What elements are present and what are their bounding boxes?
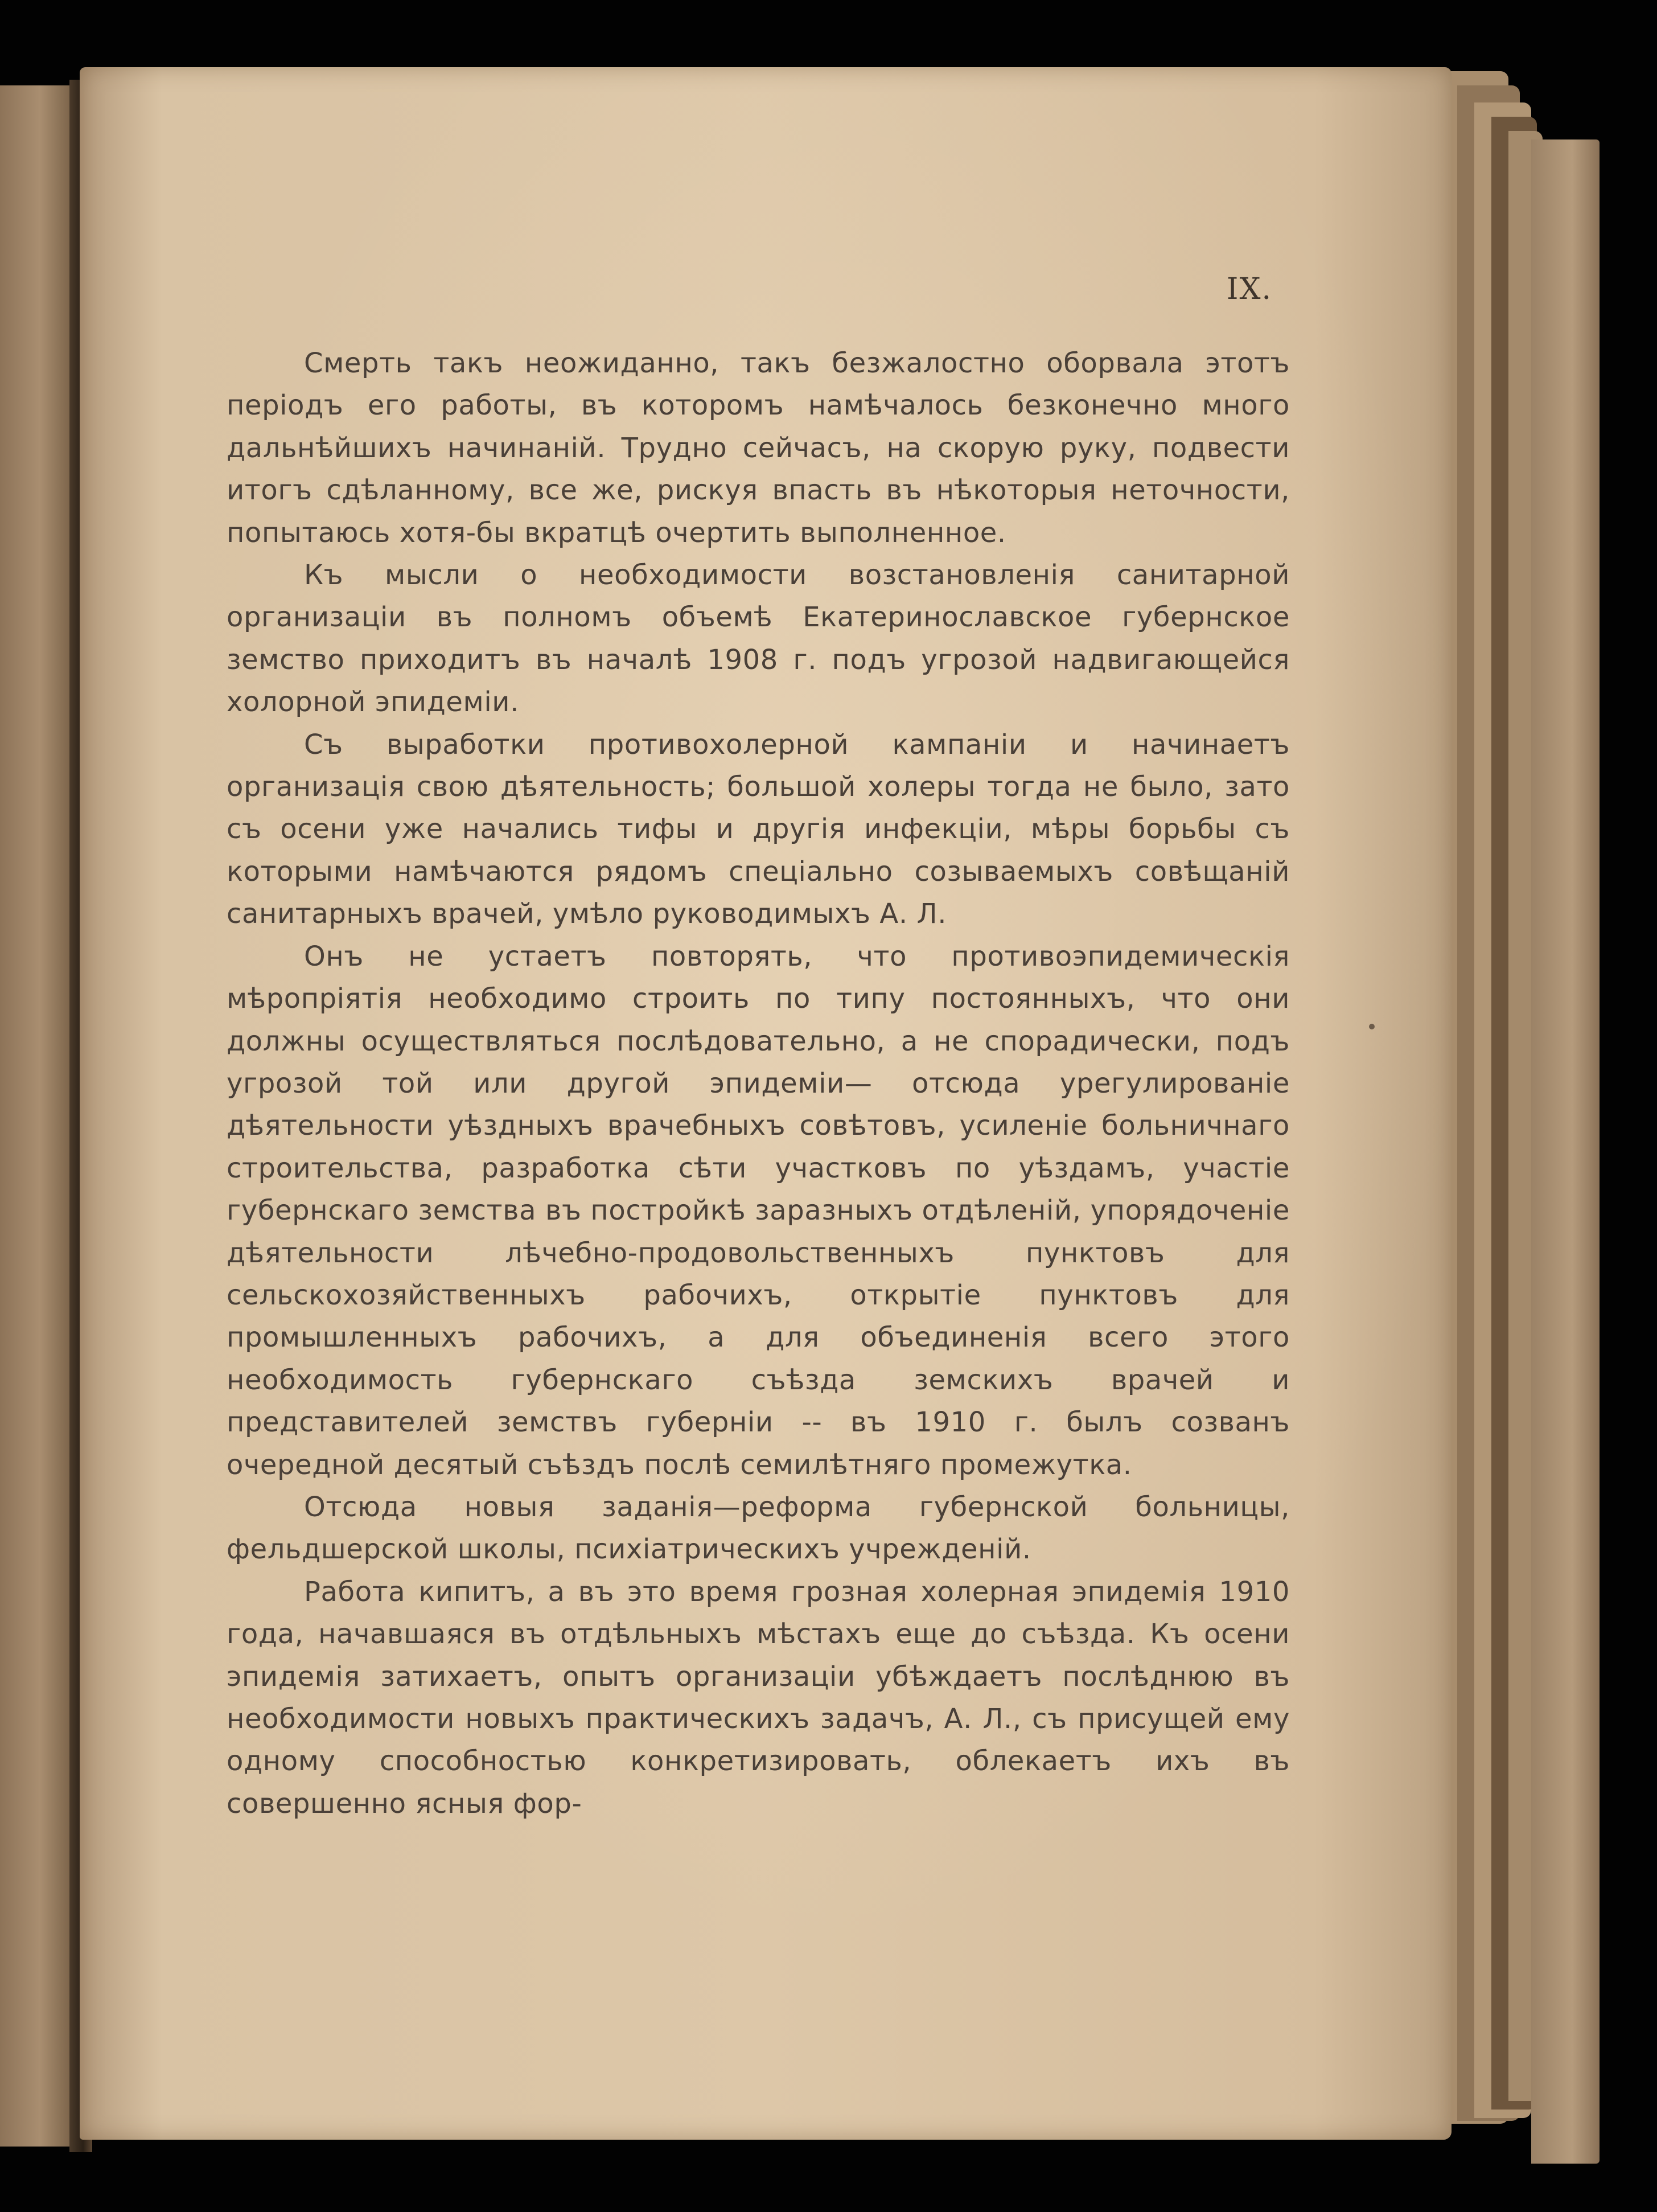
page-body (227, 342, 1290, 1825)
previous-page-edge (0, 85, 80, 2147)
back-cover (1531, 139, 1600, 2164)
paragraph: Онъ не устаетъ повторять, что противоэпидемическія мѣропріятія необходимо строить по типу постоянныхъ, что они должны осуществляться послѣдовательно, а не спорадически, подъ угрозой той или другой эпидеміи— отсюда урегулированіе дѣятельности уѣздныхъ врачебныхъ совѣтовъ, усиленіе больничнаго строительства, разработка сѣти участковъ по уѣздамъ, участіе губернскаго земства въ постройкѣ заразныхъ отдѣленій, упорядоченіе дѣятельности лѣчебно-продовольственныхъ пунктовъ для сельскохозяйственныхъ рабочихъ, открытіе пунктовъ для промышленныхъ рабочихъ, а для объединенія всего этого необходимость губернскаго съѣзда земскихъ врачей и представителей земствъ губерніи -- въ 1910 г. былъ созванъ очередной десятый съѣздъ послѣ семилѣтняго промежутка. (227, 940, 1290, 1481)
paragraph: Работа кипитъ, а въ это время грозная холерная эпидемія 1910 года, начавшаяся въ отдѣльныхъ мѣстахъ еще до съѣзда. Къ осени эпидемія затихаетъ, опытъ организаціи убѣждаетъ послѣднюю въ необходимости новыхъ практическихъ задачъ, А. Л., съ присущей ему одному способностью конкретизировать, облекаетъ ихъ въ совершенно ясныя фор- (227, 1575, 1290, 1820)
ink-spot (1369, 1024, 1375, 1029)
paragraph: Отсюда новыя заданія—реформа губернской больницы, фельдшерской школы, психіатрическихъ учрежденій. (227, 1491, 1290, 1566)
paragraph: Къ мысли о необходимости возстановленія санитарной организаціи въ полномъ объемѣ Екатеринославское губернское земство приходитъ въ началѣ 1908 г. подъ угрозой надвигающейся холорной эпидеміи. (227, 559, 1290, 719)
paragraph: Смерть такъ неожиданно, такъ безжалостно оборвала этотъ періодъ его работы, въ которомъ намѣчалось безконечно много дальнѣйшихъ начинаній. Трудно сейчасъ, на скорую руку, подвести итогъ сдѣланному, все же, рискуя впасть въ нѣкоторыя неточности, попытаюсь хотя-бы вкратцѣ очертить выполненное. (227, 347, 1290, 549)
page-number: IX. (1226, 272, 1272, 306)
book-page (80, 67, 1452, 2140)
paragraph: Съ выработки противохолерной кампаніи и начинаетъ организація свою дѣятельность; большой холеры тогда не было, зато съ осени уже начались тифы и другія инфекціи, мѣры борьбы съ которыми намѣчаются рядомъ спеціально созываемыхъ совѣщаній санитарныхъ врачей, умѣло руководимыхъ А. Л. (227, 728, 1290, 930)
